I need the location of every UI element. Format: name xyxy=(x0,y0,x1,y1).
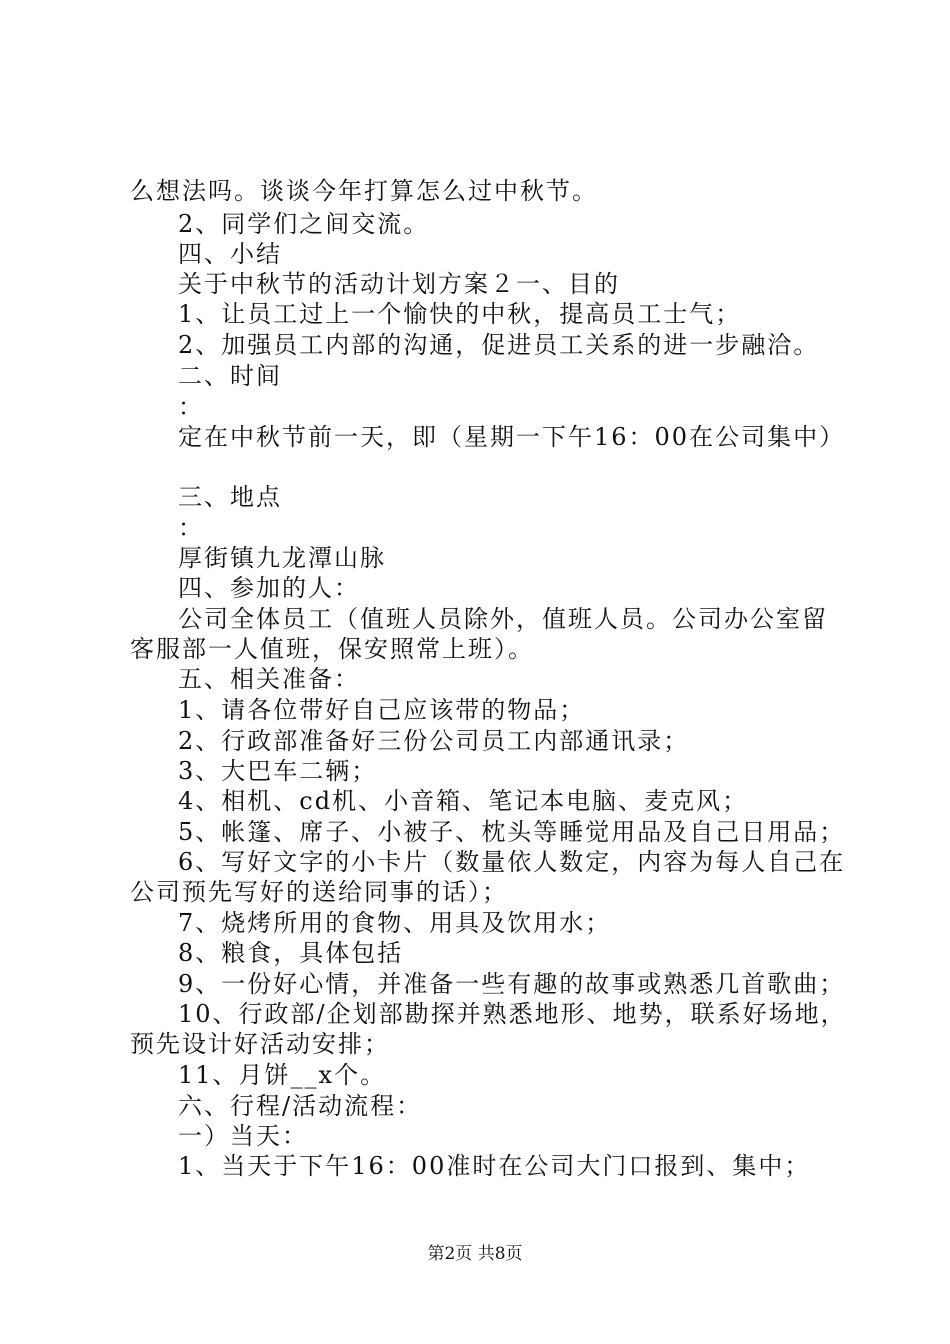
list-item: 10、行政部/企划部勘探并熟悉地形、地势，联系好场地， xyxy=(178,1000,847,1028)
body-line: ： xyxy=(178,514,204,542)
section-heading: 三、地点 xyxy=(178,483,282,511)
body-line: 公司全体员工（值班人员除外，值班人员。公司办公室留 xyxy=(178,605,828,633)
section-heading: 五、相关准备： xyxy=(178,665,360,693)
body-line: ： xyxy=(178,393,204,421)
section-heading: 四、小结 xyxy=(178,240,282,268)
body-line: 定在中秋节前一天，即（星期一下午16：00在公司集中） xyxy=(178,423,846,451)
body-line: 么想法吗。谈谈今年打算怎么过中秋节。 xyxy=(130,177,598,205)
list-item: 5、帐篷、席子、小被子、枕头等睡觉用品及自己日用品； xyxy=(178,818,846,846)
body-line: 关于中秋节的活动计划方案２一、目的 xyxy=(178,270,620,298)
body-line: 1、让员工过上一个愉快的中秋，提高员工士气； xyxy=(178,300,742,328)
section-heading: 六、行程/活动流程： xyxy=(178,1092,423,1120)
section-heading: 四、参加的人： xyxy=(178,574,360,602)
list-item: 9、一份好心情，并准备一些有趣的故事或熟悉几首歌曲； xyxy=(178,970,846,998)
body-line: 2、同学们之间交流。 xyxy=(178,210,430,238)
list-item: 2、行政部准备好三份公司员工内部通讯录； xyxy=(178,727,690,755)
list-item: 1、请各位带好自己应该带的物品； xyxy=(178,696,586,724)
list-item: 7、烧烤所用的食物、用具及饮用水； xyxy=(178,909,612,937)
list-item: 公司预先写好的送给同事的话）； xyxy=(130,878,508,906)
list-item: 4、相机、cd机、小音箱、笔记本电脑、麦克风； xyxy=(178,787,749,815)
page-number-footer: 第2页 共8页 xyxy=(427,1244,523,1264)
list-item: 1、当天于下午16：00准时在公司大门口报到、集中； xyxy=(178,1152,811,1180)
section-heading: 二、时间 xyxy=(178,362,282,390)
body-line: 厚街镇九龙潭山脉 xyxy=(178,544,386,572)
list-item: 8、粮食，具体包括 xyxy=(178,939,404,967)
list-item: 11、月饼__x个。 xyxy=(178,1061,387,1089)
list-item: 6、写好文字的小卡片（数量依人数定，内容为每人自己在 xyxy=(178,848,846,876)
list-item: 预先设计好活动安排； xyxy=(130,1030,390,1058)
subsection-heading: 一）当天： xyxy=(178,1122,308,1150)
body-line: 2、加强员工内部的沟通，促进员工关系的进一步融洽。 xyxy=(178,331,820,359)
list-item: 3、大巴车二辆； xyxy=(178,757,378,785)
body-line: 客服部一人值班，保安照常上班）。 xyxy=(130,635,534,663)
